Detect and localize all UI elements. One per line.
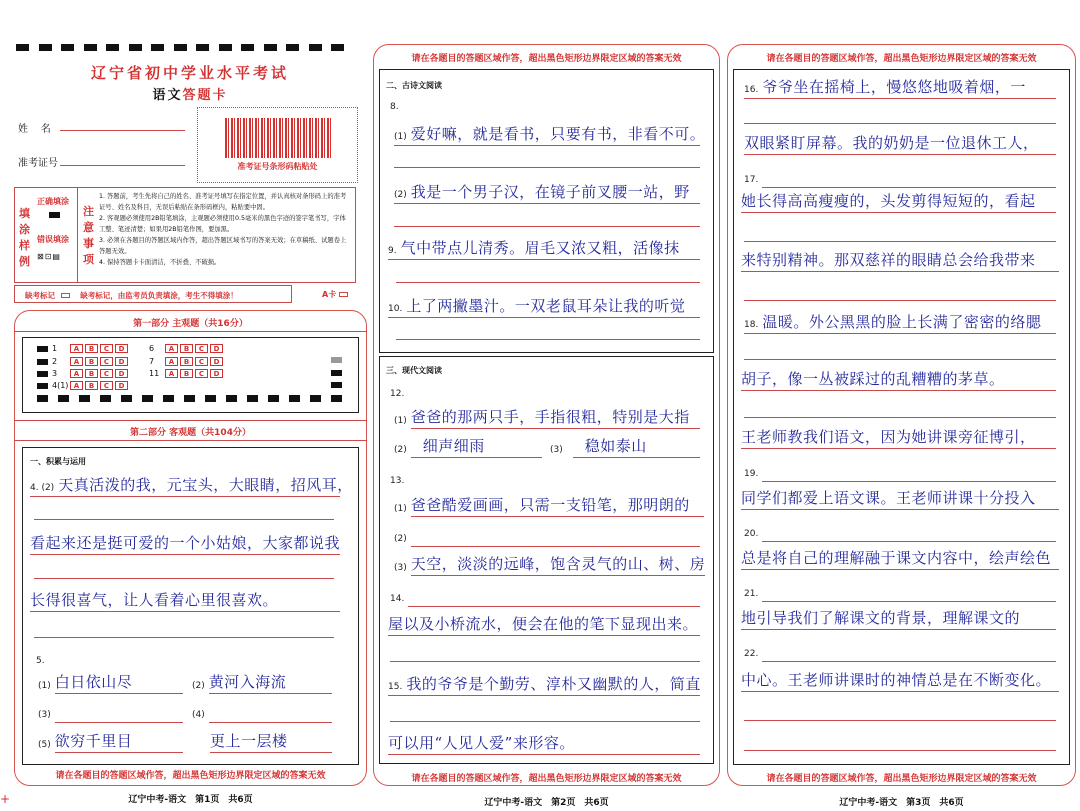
answer-line[interactable]: [744, 727, 1056, 751]
handwritten-answer: 可以用“人见人爱”来形容。: [388, 734, 575, 752]
notice-label: 注意事项: [83, 205, 94, 266]
handwritten-answer: 我的爷爷是个勤劳、淳朴又幽默的人，简直: [406, 675, 701, 693]
option-group[interactable]: [70, 381, 130, 390]
handwritten-answer: 更上一层楼: [210, 732, 288, 750]
option-c[interactable]: C: [195, 357, 208, 366]
answer-line[interactable]: [388, 731, 700, 755]
question-label: (2): [394, 445, 407, 455]
question-label: 13.: [390, 476, 405, 486]
answer-line[interactable]: [390, 638, 700, 662]
handwritten-answer: 我是一个男子汉，在镜子前叉腰一站，野: [410, 183, 690, 201]
answer-line[interactable]: [390, 698, 700, 722]
absent-label: 缺考标记: [25, 291, 55, 300]
timing-mark: [264, 44, 277, 51]
question-label: (1): [38, 681, 51, 691]
handwritten-answer: 胡子，像一丛被踩过的乱糟糟的茅草。: [741, 370, 1005, 388]
option-a[interactable]: A: [165, 357, 178, 366]
barcode-caption: 准考证号条形码粘贴处: [237, 162, 318, 171]
answer-line[interactable]: [744, 518, 1056, 542]
option-group[interactable]: [70, 344, 130, 353]
handwritten-answer: 爷爷坐在摇椅上，慢悠悠地吸着烟，一: [762, 78, 1026, 96]
option-group[interactable]: [165, 344, 225, 353]
option-group[interactable]: [70, 357, 130, 366]
option-d[interactable]: D: [210, 369, 223, 378]
question-number: 1: [52, 344, 58, 353]
handwritten-answer: 看起来还是挺可爱的一个小姑娘，大家都说我: [30, 534, 341, 552]
handwritten-answer: 稳如泰山: [584, 437, 647, 455]
answer-line[interactable]: [741, 189, 1056, 213]
question-label: (3): [38, 710, 51, 720]
handwritten-answer: 欲穷千里目: [54, 732, 133, 750]
option-a[interactable]: A: [70, 381, 83, 390]
answer-line[interactable]: [192, 699, 332, 723]
question-label: (2): [394, 534, 407, 544]
handwritten-answer: 中心。王老师讲课时的神情总是在不断变化。: [741, 671, 1052, 689]
answer-line[interactable]: [388, 294, 700, 318]
timing-mark: [196, 44, 209, 51]
handwritten-answer: 屋以及小桥流水，便会在他的笔下显现出来。: [388, 615, 699, 633]
handwritten-answer: 同学们都爱上语文课。王老师讲课十分投入: [741, 489, 1036, 507]
correct-fill-label: 正确填涂: [37, 197, 69, 206]
crosshair-icon: +: [0, 792, 11, 806]
barcode-area: [197, 107, 358, 183]
notice-item: 3. 必须在各题目的答题区域内作答，超出答题区域书写的答案无效；在草稿纸、试题卷上答题无效。: [99, 237, 347, 255]
absent-box: [14, 285, 292, 303]
question-number: 11: [149, 369, 160, 378]
choice-grid: [22, 337, 359, 413]
section-heading: 三、现代文阅读: [386, 366, 442, 375]
handwritten-answer: 黄河入海流: [208, 673, 287, 691]
handwritten-answer: 她长得高高瘦瘦的，头发剪得短短的，看起: [741, 192, 1036, 210]
answer-line[interactable]: [741, 425, 1056, 449]
section-heading: 二、古诗文阅读: [386, 81, 442, 90]
timing-mark: [309, 44, 322, 51]
question-number: 7: [149, 357, 155, 366]
question-label: 4. (2): [30, 483, 55, 493]
option-group[interactable]: [70, 369, 130, 378]
option-d[interactable]: D: [115, 357, 128, 366]
answer-line[interactable]: [394, 493, 704, 517]
option-b[interactable]: B: [180, 357, 193, 366]
boundary-warning: 请在各题目的答题区域作答，超出黑色矩形边界限定区域的答案无效: [766, 54, 1037, 64]
card-label: 答题卡: [182, 88, 228, 103]
page-footer: 辽宁中考-语文 第3页 共6页: [839, 798, 964, 808]
answer-line[interactable]: [30, 531, 340, 555]
answer-line[interactable]: [744, 310, 1056, 334]
answer-line[interactable]: [744, 458, 1056, 482]
handwritten-answer: 温暖。外公黑黑的脸上长满了密密的络腮: [762, 313, 1042, 331]
answer-line[interactable]: [741, 606, 1056, 630]
boundary-warning: 请在各题目的答题区域作答，超出黑色矩形边界限定区域的答案无效: [411, 54, 682, 64]
boundary-warning: 请在各题目的答题区域作答，超出黑色矩形边界限定区域的答案无效: [411, 774, 682, 784]
answer-line[interactable]: [38, 670, 183, 694]
handwritten-answer: 双眼紧盯屏幕。我的奶奶是一位退休工人，: [744, 134, 1039, 152]
question-label: 19.: [744, 469, 759, 479]
subject-label: 语文: [152, 88, 183, 103]
answer-line[interactable]: [394, 122, 706, 146]
question-label: (4): [192, 710, 205, 720]
answer-line[interactable]: [388, 612, 700, 636]
barcode-icon: [225, 118, 333, 158]
question-label: 9.: [388, 246, 397, 256]
question-label: (5): [38, 740, 51, 750]
option-a[interactable]: A: [70, 369, 83, 378]
question-label: 14.: [390, 594, 405, 604]
option-c[interactable]: C: [100, 344, 113, 353]
handwritten-answer: 爸爸的那两只手，手指很粗，特别是大指: [410, 408, 690, 426]
timing-mark: [16, 44, 29, 51]
answer-line[interactable]: [396, 316, 700, 340]
question-label: 15.: [388, 682, 403, 692]
answer-line[interactable]: [744, 336, 1056, 360]
option-d[interactable]: D: [115, 344, 128, 353]
timing-mark: [84, 44, 97, 51]
answer-line[interactable]: [394, 203, 700, 227]
notice-item: 1. 答题前，考生先将自己的姓名、准考证号填写在指定位置，并认真核对条形码上的准考证号、姓名及科目，无误后粘贴在条形码框内，粘贴要中固。: [99, 193, 347, 211]
handwritten-answer: 天真活泼的我，元宝头，大眼睛，招风耳，: [58, 476, 353, 494]
handwritten-answer: 王老师教我们语文，因为她讲课旁征博引，: [741, 428, 1036, 446]
handwritten-answer: 上了两撇墨汁。一双老鼠耳朵让我的听觉: [406, 297, 686, 315]
timing-mark: [286, 44, 299, 51]
name-field[interactable]: [60, 130, 185, 131]
option-group[interactable]: [165, 357, 225, 366]
answer-line[interactable]: [34, 614, 334, 638]
question-label: (1): [394, 132, 407, 142]
option-b[interactable]: B: [85, 369, 98, 378]
answer-line[interactable]: [38, 699, 183, 723]
exam-title: 辽宁省初中学业水平考试: [90, 64, 289, 82]
question-number: 2: [52, 357, 58, 366]
option-a[interactable]: A: [70, 357, 83, 366]
handwritten-answer: 来特别精神。那双慈祥的眼睛总会给我带来: [741, 251, 1036, 269]
question-label: 21.: [744, 589, 759, 599]
wrong-fill-icons: ⊠⊡▤: [37, 252, 61, 261]
answer-line[interactable]: [741, 486, 1059, 510]
timing-mark: [61, 44, 74, 51]
absent-checkbox[interactable]: [61, 293, 70, 298]
answer-line[interactable]: [390, 583, 700, 607]
option-b[interactable]: B: [85, 344, 98, 353]
option-group[interactable]: [165, 369, 225, 378]
question-label: 17.: [744, 175, 759, 185]
option-c[interactable]: C: [100, 381, 113, 390]
question-number: 6: [149, 344, 155, 353]
section-heading: 一、积累与运用: [30, 457, 86, 466]
notice-list: [99, 191, 351, 268]
answer-line[interactable]: [744, 75, 1056, 99]
option-d[interactable]: D: [115, 381, 128, 390]
option-b[interactable]: B: [85, 381, 98, 390]
option-d[interactable]: D: [115, 369, 128, 378]
answer-line[interactable]: [744, 100, 1056, 124]
correct-fill-icon: [49, 212, 60, 218]
handwritten-answer: 细声细雨: [422, 437, 485, 455]
handwritten-answer: 长得很喜气，让人看着心里很喜欢。: [30, 591, 279, 609]
handwritten-answer: 总是将自己的理解融于课文内容中，绘声绘色: [741, 549, 1052, 567]
timing-mark: [129, 44, 142, 51]
answer-line[interactable]: [744, 131, 1056, 155]
answer-line[interactable]: [744, 164, 1056, 188]
timing-marks: [37, 395, 347, 402]
answer-line[interactable]: [744, 394, 1056, 418]
card-type: [322, 289, 348, 300]
card-type-checkbox[interactable]: [339, 292, 348, 297]
option-a[interactable]: A: [165, 369, 178, 378]
question-label: 18.: [744, 320, 759, 330]
answer-line[interactable]: [550, 434, 700, 458]
question-label: 22.: [744, 649, 759, 659]
instructions-box: [14, 187, 356, 283]
handwritten-answer: 爱好嘛，就是看书，只要有书，非看不可。: [410, 125, 706, 143]
answer-line[interactable]: [396, 259, 700, 283]
card-title: [40, 84, 340, 103]
boundary-warning: 请在各题目的答题区域作答，超出黑色矩形边界限定区域的答案无效: [766, 774, 1037, 784]
answer-line[interactable]: [744, 578, 1056, 602]
question-label: (3): [550, 445, 563, 455]
part1-title: 第一部分 主观题（共16分）: [133, 319, 248, 329]
answer-line[interactable]: [34, 555, 334, 579]
answer-line[interactable]: [192, 670, 332, 694]
answer-line[interactable]: [394, 434, 542, 458]
question-label: (2): [394, 190, 407, 200]
answer-line[interactable]: [394, 144, 700, 168]
option-c[interactable]: C: [195, 344, 208, 353]
option-d[interactable]: D: [210, 357, 223, 366]
timing-mark: [151, 44, 164, 51]
timing-mark: [331, 44, 344, 51]
option-c[interactable]: C: [100, 357, 113, 366]
question-label: (1): [394, 416, 407, 426]
answer-line[interactable]: [394, 405, 700, 429]
option-d[interactable]: D: [210, 344, 223, 353]
question-label: 5.: [36, 656, 45, 666]
answer-line[interactable]: [744, 218, 1056, 242]
handwritten-answer: 天空，淡淡的远峰，饱含灵气的山、树、房: [410, 555, 706, 573]
handwritten-answer: 白日依山尽: [54, 673, 133, 691]
question-number: 4(1): [52, 381, 69, 390]
wrong-fill-label: 错误填涂: [37, 235, 69, 244]
answer-line[interactable]: [38, 729, 183, 753]
answer-line[interactable]: [34, 496, 334, 520]
fill-example-label: 填涂样例: [19, 207, 30, 268]
answer-line[interactable]: [394, 180, 700, 204]
answer-line[interactable]: [30, 588, 340, 612]
question-number: 3: [52, 369, 58, 378]
answer-line[interactable]: [388, 236, 700, 260]
answer-line[interactable]: [744, 697, 1056, 721]
boundary-warning: 请在各题目的答题区域作答，超出黑色矩形边界限定区域的答案无效: [55, 771, 326, 781]
part2-title: 第二部分 客观题（共104分）: [130, 428, 251, 438]
notice-item: 4. 保持答题卡卡面清洁，不折叠、不破损。: [99, 259, 221, 266]
question-label: (2): [192, 681, 205, 691]
question-label: (1): [394, 504, 407, 514]
answer-line[interactable]: [741, 546, 1059, 570]
handwritten-answer: 地引导我们了解课文的背景，理解课文的: [741, 609, 1021, 627]
card-type-label: A卡: [322, 290, 337, 299]
question-label: 20.: [744, 529, 759, 539]
id-label: 准考证号: [18, 158, 58, 169]
id-field[interactable]: [60, 165, 185, 166]
question-label: (3): [394, 563, 407, 573]
option-a[interactable]: A: [165, 344, 178, 353]
answer-line[interactable]: [30, 473, 353, 497]
question-label: 10.: [388, 304, 403, 314]
absent-note: 缺考标记，由监考员负责填涂，考生不得填涂！: [80, 291, 238, 300]
handwritten-answer: 气中带点儿清秀。眉毛又浓又粗，活像抹: [400, 239, 680, 257]
answer-line[interactable]: [741, 367, 1056, 391]
option-b[interactable]: B: [180, 369, 193, 378]
notice-item: 2. 客观题必须使用2B铅笔填涂，主观题必须使用0.5毫米的黑色字迹的签字笔书写，字体工整、笔迹清楚；如果用2B铅笔作图，要加黑。: [99, 215, 346, 233]
answer-line[interactable]: [394, 523, 700, 547]
timing-mark: [106, 44, 119, 51]
answer-line[interactable]: [741, 668, 1059, 692]
timing-mark: [174, 44, 187, 51]
timing-mark: [241, 44, 254, 51]
answer-line[interactable]: [744, 277, 1056, 301]
question-label: 16.: [744, 85, 759, 95]
answer-line[interactable]: [394, 552, 704, 576]
option-c[interactable]: C: [100, 369, 113, 378]
option-a[interactable]: A: [70, 344, 83, 353]
answer-line[interactable]: [741, 248, 1059, 272]
question-label: 12.: [390, 389, 405, 399]
answer-line[interactable]: [388, 672, 700, 696]
question-label: 8.: [390, 102, 399, 112]
option-c[interactable]: C: [195, 369, 208, 378]
answer-line[interactable]: [744, 638, 1056, 662]
name-label: 姓 名: [18, 124, 51, 135]
page-footer: 辽宁中考-语文 第1页 共6页: [128, 795, 253, 805]
timing-mark: [219, 44, 232, 51]
option-b[interactable]: B: [85, 357, 98, 366]
handwritten-answer: 爸爸酷爱画画，只需一支铅笔，那明朗的: [410, 496, 690, 514]
page-footer: 辽宁中考-语文 第2页 共6页: [484, 798, 609, 808]
answer-line[interactable]: [210, 729, 332, 753]
option-b[interactable]: B: [180, 344, 193, 353]
timing-mark: [39, 44, 52, 51]
